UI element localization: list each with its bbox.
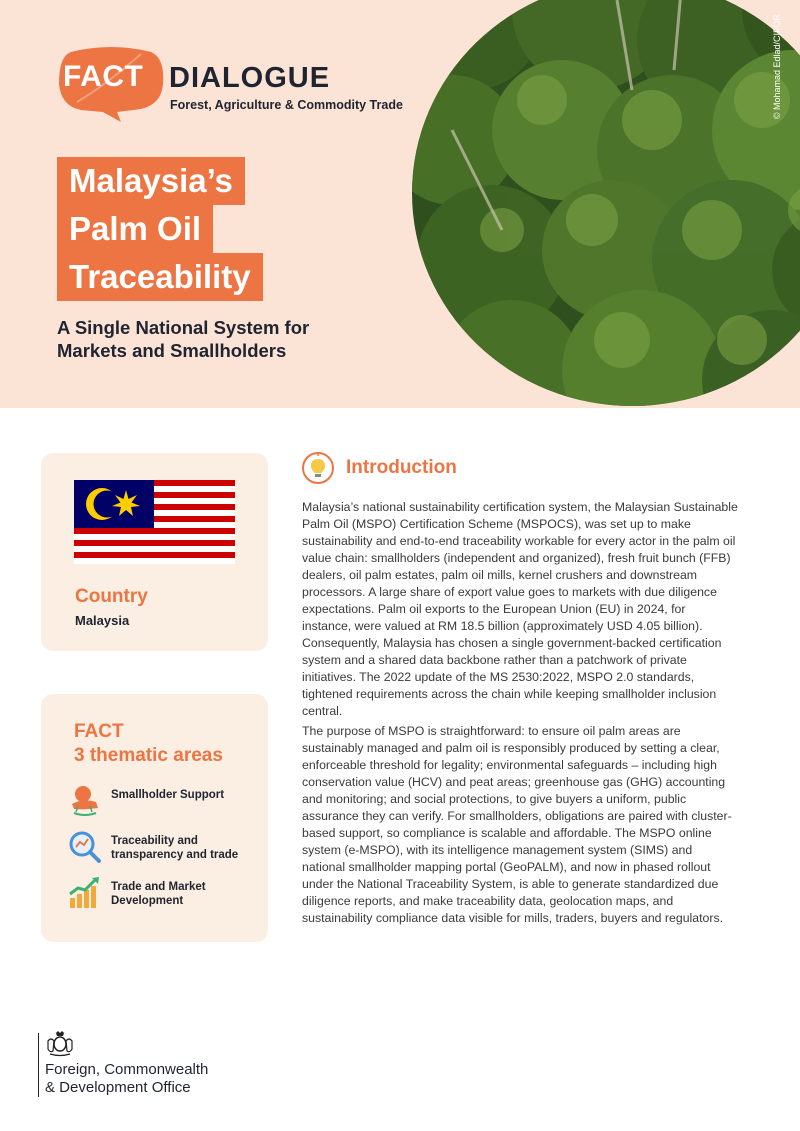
thematic-area-label: Smallholder Support: [111, 789, 225, 801]
forest-illustration: [412, 0, 800, 406]
fcdo-logo: [38, 1031, 238, 1101]
thematic-title-line-1: FACT: [74, 721, 124, 742]
photo-credit-text: © Mohamad Edlad/CIFOR: [772, 14, 782, 120]
trade-market-icon: [68, 876, 102, 910]
forest-canopy-photo: [412, 0, 800, 406]
country-label: Country: [75, 586, 148, 607]
thematic-title-line-2: 3 thematic areas: [74, 745, 223, 766]
logo-dialogue-text: DIALOGUE: [169, 62, 331, 94]
thematic-areas-title: [74, 720, 223, 768]
title-line-2: Palm Oil: [57, 205, 213, 253]
smallholder-support-icon: [68, 784, 102, 818]
thematic-areas-card: [41, 694, 268, 942]
title-line-3: Traceability: [57, 253, 263, 301]
thematic-area-item: [68, 876, 263, 916]
introduction-paragraph-2: The purpose of MSPO is straightforward: to ensure oil palm areas are sustainably managed and palm oil is responsibly produced by setting a clear, enforceable threshold for legality; environmental safeguards – including high conservation value (HCV) and peat areas; greenhouse gas (GHG) accounting and monitoring; and social protections, to give buyers a uniform, public assurance they can verify. For smallholders, obligations are paired with cluster-based support, so compliance is scalable and affordable. The MSPO online system (e-MSPO), with its intelligence management system (SIMS) and national smallholder mapping portal (GeoPALM), and now in phased rollout under the National Traceability System, is able to generate standardized due diligence reports, and make traceability data, geolocation maps, and sustainability compliance data visible for mills, traders, buyers and regulators.: [302, 724, 732, 925]
title-line-1: Malaysia’s: [57, 157, 245, 205]
photo-credit: [772, 14, 796, 164]
fcdo-name-line-2: & Development Office: [45, 1079, 191, 1096]
page-subtitle: A Single National System for Markets and Smallholders: [57, 317, 310, 361]
country-value: Malaysia: [75, 613, 130, 628]
traceability-icon: [68, 830, 102, 864]
fcdo-name: [45, 1061, 208, 1097]
header-band: [0, 0, 800, 408]
thematic-area-label: Trade and Market Development: [111, 881, 206, 907]
lightbulb-icon: [302, 452, 334, 484]
thematic-area-item: [68, 830, 263, 870]
thematic-area-label: Traceability and transparency and trade: [111, 835, 239, 861]
logo-subtitle: Forest, Agriculture & Commodity Trade: [170, 98, 403, 112]
introduction-paragraph-1: Malaysia’s national sustainability certification system, the Malaysian Sustainable Palm Oil (MSPO) Certification Scheme (MSPOCS), was set up to make sustainability and end-to-end traceability workable for every actor in the palm oil value chain: smallholders (independent and organized), fresh fruit bunch (FFB) dealers, oil palm estates, palm oil mills, kernel crushers and downstream processors. A large share of export value goes to markets with due diligence expectations. Palm oil exports to the European Union (EU) in 2024, for instance, were valued at RM 18.5 billion (approximately USD 4.05 billion). Consequently, Malaysia has chosen a single government-backed certification system and a shared data backbone rather than a patchwork of private initiatives. The 2022 update of the MS 2530:2022, MSPO 2.0 standards, tightened requirements across the chain while keeping smallholder inclusion central.: [302, 500, 738, 718]
thematic-area-item: [68, 784, 263, 824]
country-card: [41, 453, 268, 651]
introduction-title: Introduction: [346, 457, 457, 478]
fcdo-name-line-1: Foreign, Commonwealth: [45, 1061, 209, 1078]
fcdo-divider: [38, 1033, 39, 1097]
malaysia-flag-icon: [74, 480, 235, 564]
page-title: [57, 157, 263, 301]
royal-crest-icon: [45, 1031, 75, 1057]
fact-dialogue-logo: [57, 44, 403, 122]
logo-fact-text: FACT: [63, 60, 144, 93]
